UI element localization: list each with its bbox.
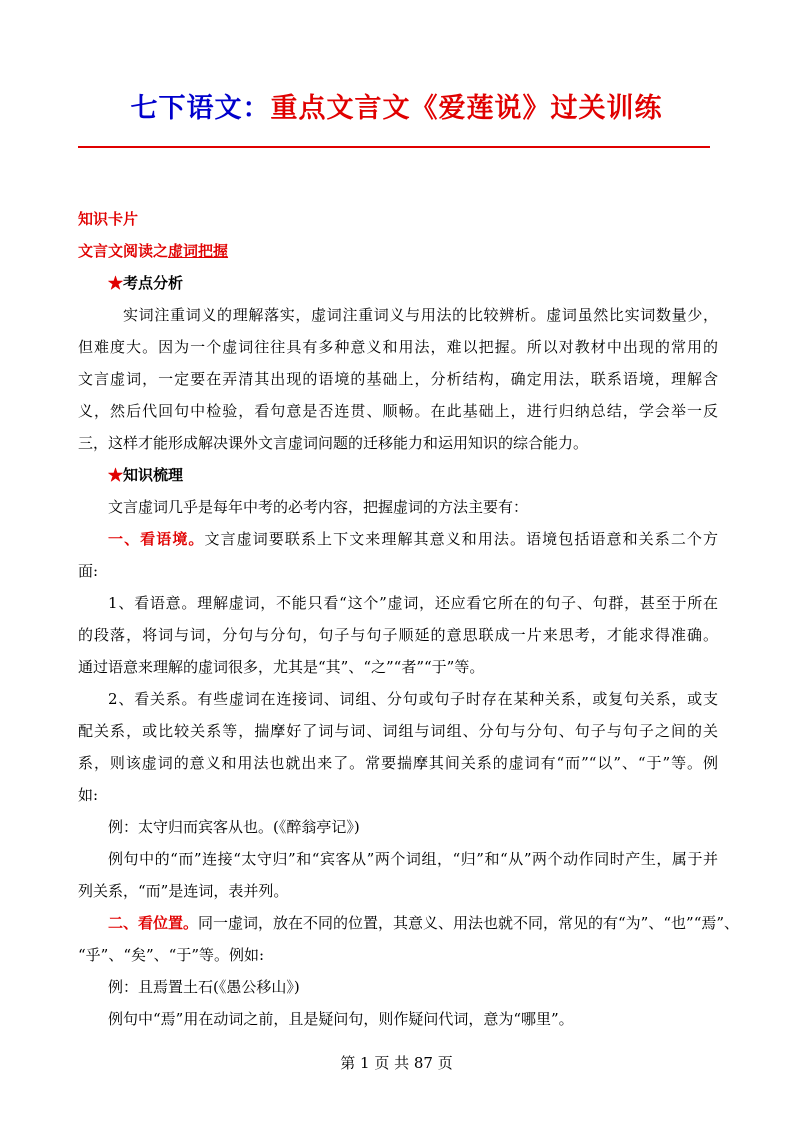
title-topic: 重点文言文《爱莲说》过关训练 <box>270 93 663 124</box>
document-body <box>78 203 740 1035</box>
paragraph-line: 通过语意来理解的虚词很多，尤其是“其”、“之”“者”“于”等。 <box>78 658 485 676</box>
point1-label: 一、看语境。 <box>108 530 205 548</box>
knowledge-title: 知识梳理 <box>123 466 184 484</box>
paragraph-line: 列关系，“而”是连词，表并列。 <box>78 882 289 900</box>
paragraph-line: 面: <box>78 562 99 580</box>
page-footer <box>0 1052 793 1073</box>
paragraph-line: 但难度大。因为一个虚词往往具有多种意义和用法，难以把握。所以对教材中出现的常用的 <box>78 338 718 356</box>
point2-label: 二、看位置。 <box>108 914 199 932</box>
example-line: 例：太守归而宾客从也。(《醉翁亭记》) <box>108 818 360 836</box>
paragraph-line: 例句中的“而”连接“太守归”和“宾客从”两个词组，“归”和“从”两个动作同时产生，属于并 <box>108 850 718 868</box>
paragraph-line: “乎”、“矣”、“于”等。例如: <box>78 946 265 964</box>
paragraph-line: 1、看语意。理解虚词，不能只看“这个”虚词，还应看它所在的句子、句群，甚至于所在 <box>108 594 718 612</box>
example-line: 例：且焉置土石(《愚公移山》) <box>108 978 300 996</box>
paragraph-line: 义，然后代回句中检验，看句意是否连贯、顺畅。在此基础上，进行归纳总结，学会举一反 <box>78 402 718 420</box>
footer-pre: 第 <box>340 1054 356 1072</box>
section-heading: 知识卡片 <box>78 210 139 228</box>
paragraph-line: 的段落，将词与词，分句与分句，句子与句子顺延的意思联成一片来思考，才能求得准确。 <box>78 626 718 644</box>
footer-post: 页 <box>437 1054 453 1072</box>
title-divider <box>78 146 710 148</box>
paragraph-line: 实词注重词义的理解落实，虚词注重词义与用法的比较辨析。虚词虽然比实词数量少， <box>123 306 718 324</box>
page-total: 87 <box>413 1054 433 1072</box>
point1-text: 文言虚词要联系上下文来理解其意义和用法。语境包括语意和关系二个方 <box>204 530 718 548</box>
title-subject: 七下语文： <box>130 93 271 124</box>
subheading-focus: 虚词把握 <box>168 242 229 260</box>
page-number: 1 <box>360 1054 370 1072</box>
paragraph-line: 2、看关系。有些虚词在连接词、词组、分句或句子时存在某种关系，或复句关系，或支 <box>108 690 718 708</box>
page-title <box>0 86 793 125</box>
subheading-prefix: 文言文阅读之 <box>78 242 169 260</box>
point2-line <box>78 907 740 939</box>
star-icon: ★ <box>108 274 124 292</box>
footer-mid: 页 共 <box>374 1054 410 1072</box>
exam-analysis-heading <box>78 267 718 299</box>
section-subheading <box>78 235 718 267</box>
exam-analysis-title: 考点分析 <box>123 274 184 292</box>
paragraph-line: 例句中“焉”用在动词之前，且是疑问句，则作疑问代词，意为“哪里”。 <box>108 1010 574 1028</box>
paragraph-line: 如: <box>78 786 99 804</box>
paragraph-line: 三，这样才能形成解决课外文言虚词问题的迁移能力和运用知识的综合能力。 <box>78 434 589 452</box>
point2-text: 同一虚词，放在不同的位置，其意义、用法也就不同，常见的有“为”、“也”“焉”、 <box>198 914 740 932</box>
paragraph-line: 系，则该虚词的意义和用法也就出来了。常要揣摩其间关系的虚词有“而”“以”、“于”等。例 <box>78 754 718 772</box>
star-icon: ★ <box>108 466 124 484</box>
point1-line <box>78 523 718 555</box>
paragraph-line: 配关系，或比较关系等，揣摩好了词与词、词组与词组、分句与分句、句子与句子之间的关 <box>78 722 718 740</box>
knowledge-intro: 文言虚词几乎是每年中考的必考内容，把握虚词的方法主要有： <box>108 498 529 516</box>
knowledge-heading <box>78 459 718 491</box>
paragraph-line: 文言虚词，一定要在弄清其出现的语境的基础上，分析结构，确定用法，联系语境，理解含 <box>78 370 718 388</box>
